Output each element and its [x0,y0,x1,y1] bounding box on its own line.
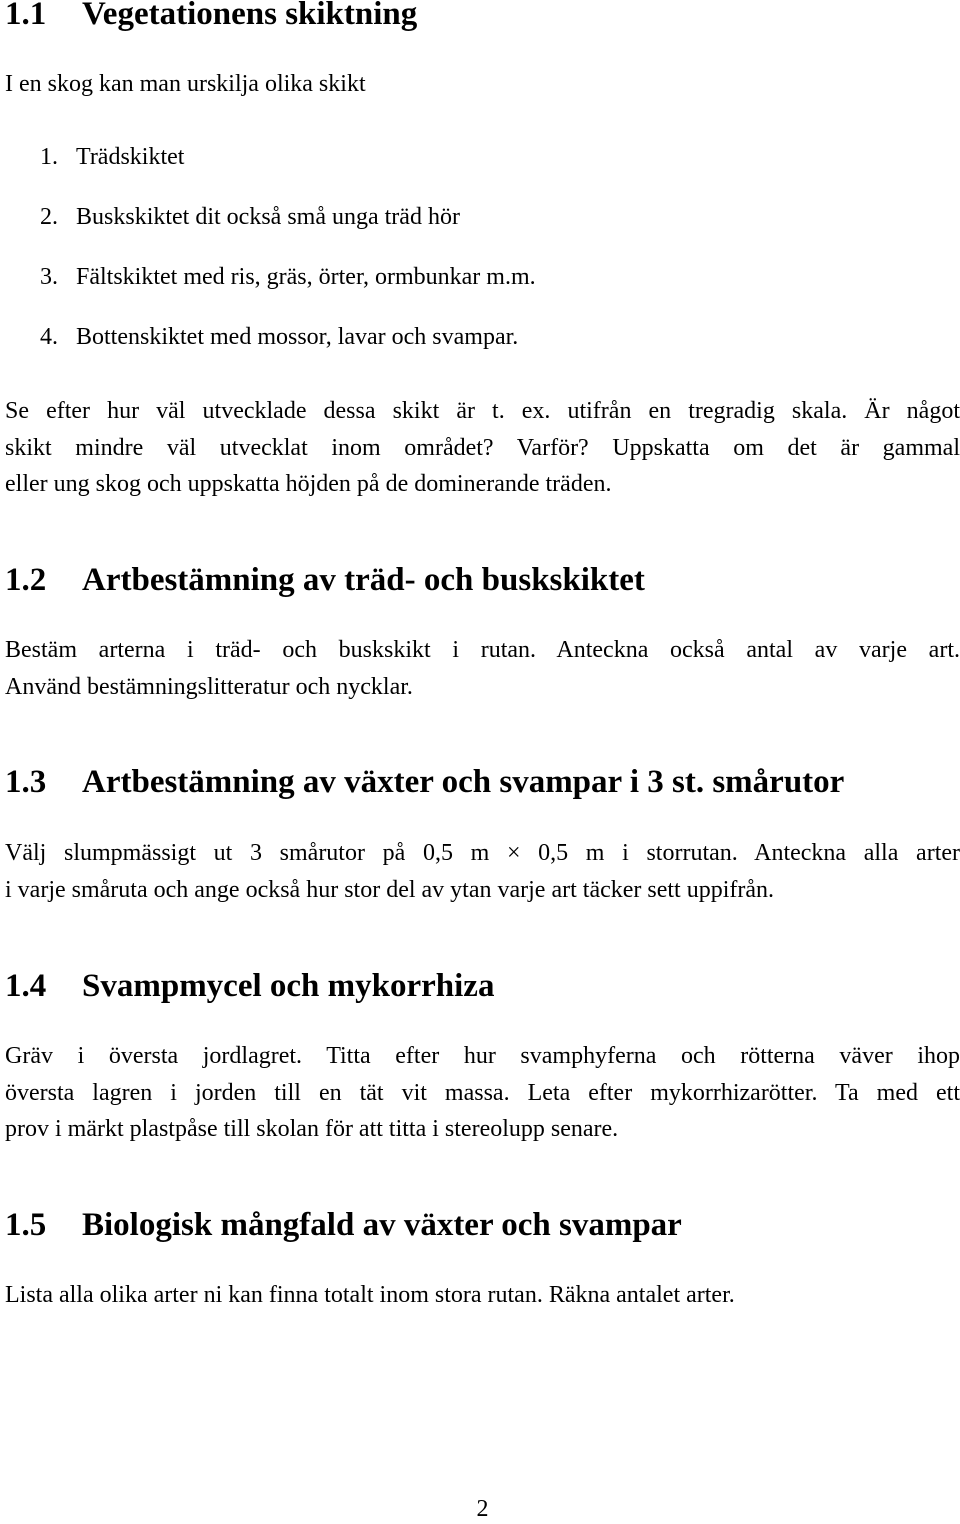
section-body [5,835,960,908]
paragraph-line: I en skog kan man urskilja olika skikt [5,71,366,97]
section-title: Vegetationens skiktning [82,0,418,32]
section-body [5,632,960,705]
paragraph-line: Lista alla olika arter ni kan finna totalt inom stora rutan. Räkna antalet arter. [5,1282,735,1308]
section-title: Artbestämning av träd- och buskskiktet [82,562,645,598]
section-number: 1.1 [5,0,47,32]
stratum-list [40,138,536,378]
section-number: 1.5 [5,1207,47,1243]
section-body [5,1038,960,1148]
paragraph-line: eller ung skog och uppskatta höjden på de dominerande träden. [5,471,612,497]
page-number: 2 [476,1496,489,1522]
paragraph-line: Gräv i översta jordlagret. Titta efter hur svamphyferna och rötterna väver ihop [5,1043,960,1069]
paragraph-line: Använd bestämningslitteratur och nycklar. [5,673,413,700]
paragraph-line: Se efter hur väl utvecklade dessa skikt är t. ex. utifrån en tregradig skala. Är något [5,398,960,424]
section-title: Biologisk mångfald av växter och svampar [82,1207,682,1243]
section-body [5,393,960,503]
list-item-text: Trädskiktet [76,144,185,170]
paragraph-line: översta lagren i jorden till en tät vit massa. Leta efter mykorrhizarötter. Ta med ett [5,1079,960,1106]
list-item-number: 1. [40,144,58,170]
list-item [40,258,536,318]
section-title: Svampmycel och mykorrhiza [82,968,495,1004]
list-item-number: 4. [40,324,58,350]
paragraph-line: skikt mindre väl utvecklat inom området? Varför? Uppskatta om det är gammal [5,434,960,461]
section-heading-1-5 [5,1205,682,1245]
list-item [40,318,536,378]
list-item [40,138,536,198]
section-heading-1-2 [5,560,645,600]
paragraph-line: Välj slumpmässigt ut 3 smårutor på 0,5 m × 0,5 m i storrutan. Anteckna alla arter [5,840,960,866]
list-item-number: 3. [40,264,58,290]
section-heading-1-1 [5,0,417,34]
paragraph-line: i varje småruta och ange också hur stor del av ytan varje art täcker sett uppifrån. [5,876,775,903]
section-intro [5,66,366,103]
section-number: 1.2 [5,562,47,598]
section-body [5,1277,735,1314]
list-item [40,198,536,258]
list-item-number: 2. [40,204,58,230]
section-heading-1-3 [5,762,844,802]
section-heading-1-4 [5,966,494,1006]
list-item-text: Buskskiktet dit också små unga träd hör [76,204,460,230]
section-number: 1.4 [5,968,47,1004]
document-page [5,0,960,1523]
list-item-text: Bottenskiktet med mossor, lavar och svampar. [76,324,519,350]
section-number: 1.3 [5,764,47,800]
paragraph-line: Bestäm arterna i träd- och buskskikt i rutan. Anteckna också antal av varje art. [5,637,960,663]
section-title: Artbestämning av växter och svampar i 3 st. smårutor [82,764,845,800]
list-item-text: Fältskiktet med ris, gräs, örter, ormbunkar m.m. [76,264,536,290]
paragraph-line: prov i märkt plastpåse till skolan för att titta i stereolupp senare. [5,1116,619,1142]
